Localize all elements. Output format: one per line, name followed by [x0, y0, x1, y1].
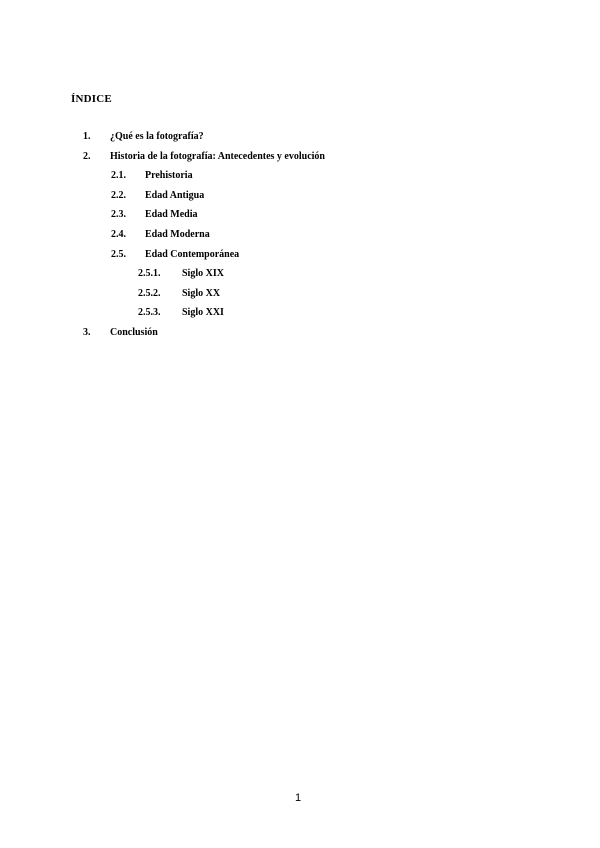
toc-entry-label: Siglo XX [182, 287, 221, 299]
toc-entry-label: Edad Media [145, 209, 198, 221]
toc-entry-label: Edad Contemporánea [145, 248, 240, 260]
toc-entry-number: 2.2. [111, 189, 126, 201]
toc-entry-label: Edad Moderna [145, 229, 210, 240]
toc-entry [0, 326, 600, 340]
toc-entry-label: Conclusión [110, 327, 158, 338]
toc-entry-number: 2.3. [111, 209, 126, 221]
toc-entry [0, 248, 600, 262]
toc-entry-number: 2.5. [111, 248, 126, 260]
toc-entry [0, 208, 600, 222]
toc-entry-label: Edad Antigua [145, 189, 205, 201]
toc-entry [0, 306, 600, 320]
page-number: 1 [294, 792, 302, 804]
toc-entry-label: Siglo XIX [182, 268, 224, 280]
toc-entry-number: 2.5.3. [138, 307, 161, 319]
toc-entry-number: 2.4. [111, 229, 126, 240]
toc-entry [0, 150, 600, 164]
toc-entry [0, 189, 600, 203]
toc-entry [0, 169, 600, 183]
toc-entry-label: ¿Qué es la fotografía? [110, 131, 204, 142]
toc-entry-number: 2. [83, 150, 91, 162]
toc-entry-number: 2.5.1. [138, 268, 161, 280]
toc-entry [0, 130, 600, 144]
toc-entry-number: 2.5.2. [138, 287, 161, 299]
toc-entry-label: Historia de la fotografía: Antecedentes y evolución [110, 150, 325, 162]
toc-entry [0, 287, 600, 301]
toc-entry-label: Siglo XXI [182, 307, 224, 319]
toc-entry [0, 267, 600, 281]
toc-entry-number: 3. [83, 327, 91, 338]
toc-entry-number: 2.1. [111, 170, 126, 182]
toc-entry-number: 1. [83, 131, 91, 142]
page-title: ÍNDICE [71, 93, 112, 105]
toc-entry [0, 228, 600, 242]
toc-entry-label: Prehistoria [145, 170, 193, 182]
